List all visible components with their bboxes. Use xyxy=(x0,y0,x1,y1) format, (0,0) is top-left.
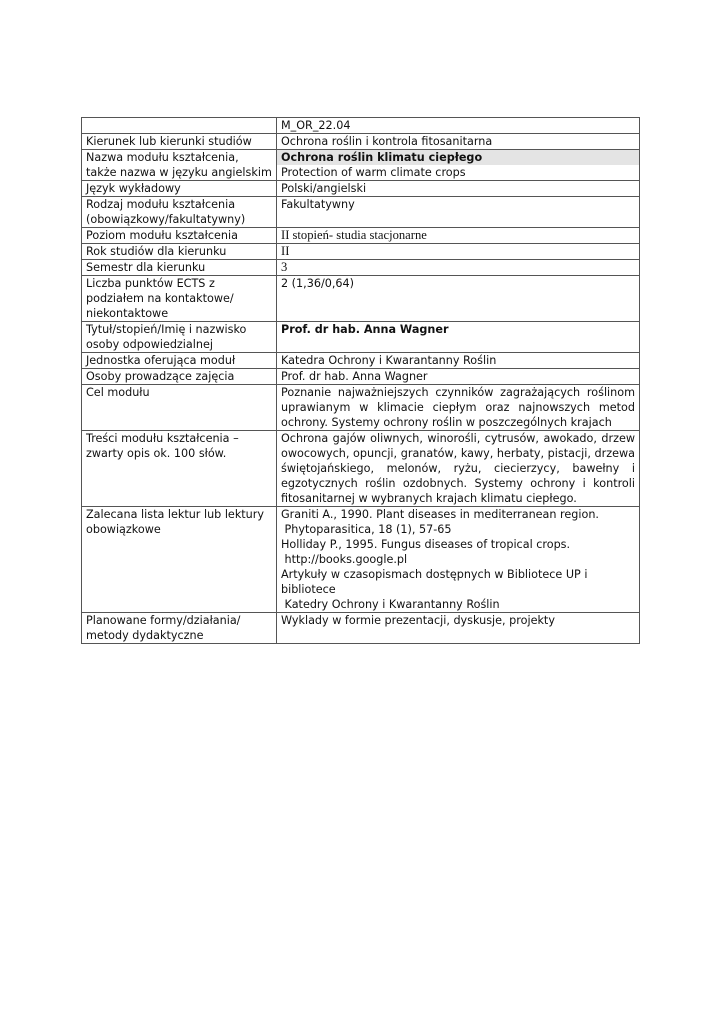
reading-line: Katedry Ochrony i Kwarantanny Roślin xyxy=(281,598,500,611)
table-row xyxy=(82,322,640,353)
responsible-person: Prof. dr hab. Anna Wagner xyxy=(281,323,449,336)
reading-line: Graniti A., 1990. Plant diseases in mediterranean region. xyxy=(281,508,599,521)
row-label: Rodzaj modułu kształcenia (obowiązkowy/fakultatywny) xyxy=(82,197,277,228)
table-row xyxy=(82,228,640,244)
reading-line: http://books.google.pl xyxy=(281,553,408,566)
table-row xyxy=(82,260,640,276)
row-label: Nazwa modułu kształcenia, także nazwa w języku angielskim xyxy=(82,150,277,181)
row-value: Fakultatywny xyxy=(277,197,640,228)
row-value: Ochrona roślin i kontrola fitosanitarna xyxy=(277,134,640,150)
row-label: Język wykładowy xyxy=(82,181,277,197)
row-value xyxy=(277,150,640,181)
row-value: Prof. dr hab. Anna Wagner xyxy=(277,369,640,385)
row-value: Katedra Ochrony i Kwarantanny Roślin xyxy=(277,353,640,369)
module-code: M_OR_22.04 xyxy=(277,118,640,134)
row-value: II stopień- studia stacjonarne xyxy=(277,228,640,244)
row-value: Wyklady w formie prezentacji, dyskusje, projekty xyxy=(277,613,640,644)
row-value: Ochrona gajów oliwnych, winorośli, cytrusów, awokado, drzew owocowych, opuncji, granatów, kawy, herbaty, pistacji, drzewa świętojańskiego, melonów, ryżu, ciecierzycy, bawełny i egzotycznych roślin ozdobnych. Systemy ochrony i kontroli fitosanitarnej w wybranych krajach klimatu ciepłego. xyxy=(277,431,640,507)
table-row xyxy=(82,181,640,197)
row-label: Rok studiów dla kierunku xyxy=(82,244,277,260)
row-label: Semestr dla kierunku xyxy=(82,260,277,276)
row-label: Liczba punktów ECTS z podziałem na kontaktowe/ niekontaktowe xyxy=(82,276,277,322)
row-value: 3 xyxy=(277,260,640,276)
module-description-table xyxy=(81,117,640,644)
row-value: Poznanie najważniejszych czynników zagrażających roślinom uprawianym w klimacie ciepłym oraz najnowszych metod ochrony. Systemy ochrony roślin w poszczególnych krajach xyxy=(277,385,640,431)
table-row xyxy=(82,276,640,322)
reading-line: Artykuły w czasopismach dostępnych w Bibliotece UP i bibliotece xyxy=(281,568,588,596)
reading-line: Phytoparasitica, 18 (1), 57-65 xyxy=(281,523,452,536)
table-row xyxy=(82,613,640,644)
row-value: 2 (1,36/0,64) xyxy=(277,276,640,322)
row-label: Treści modułu kształcenia – zwarty opis ok. 100 słów. xyxy=(82,431,277,507)
row-label: Tytuł/stopień/Imię i nazwisko osoby odpowiedzialnej xyxy=(82,322,277,353)
reading-list xyxy=(277,507,640,613)
row-value xyxy=(277,322,640,353)
table-row xyxy=(82,353,640,369)
module-name-english: Protection of warm climate crops xyxy=(281,166,466,179)
row-label: Cel modułu xyxy=(82,385,277,431)
row-value: II xyxy=(277,244,640,260)
table-row xyxy=(82,369,640,385)
reading-line: Holliday P., 1995. Fungus diseases of tropical crops. xyxy=(281,538,571,551)
table-row xyxy=(82,507,640,613)
table-row xyxy=(82,385,640,431)
table-row xyxy=(82,244,640,260)
table-row xyxy=(82,134,640,150)
row-label: Osoby prowadzące zajęcia xyxy=(82,369,277,385)
row-label: Planowane formy/działania/ metody dydaktyczne xyxy=(82,613,277,644)
row-label: Jednostka oferująca moduł xyxy=(82,353,277,369)
empty-cell xyxy=(82,118,277,134)
row-label: Kierunek lub kierunki studiów xyxy=(82,134,277,150)
row-label: Poziom modułu kształcenia xyxy=(82,228,277,244)
table-row xyxy=(82,150,640,181)
table-row xyxy=(82,431,640,507)
row-value: Polski/angielski xyxy=(277,181,640,197)
table-row xyxy=(82,197,640,228)
module-name-polish: Ochrona roślin klimatu ciepłego xyxy=(277,150,639,165)
row-label: Zalecana lista lektur lub lektury obowiązkowe xyxy=(82,507,277,613)
table-row xyxy=(82,118,640,134)
